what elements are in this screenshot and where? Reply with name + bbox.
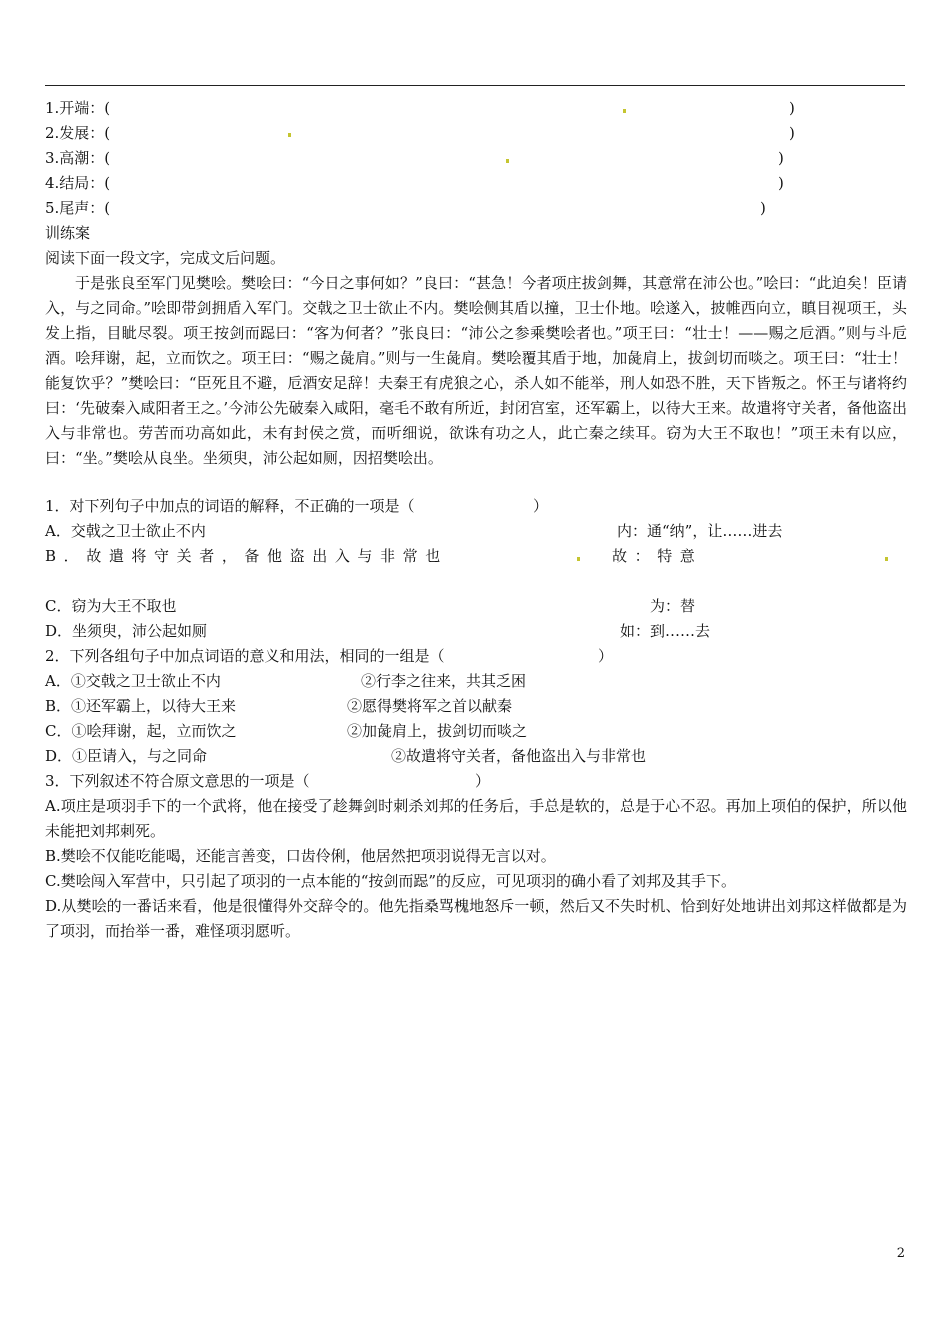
question-3-stem: 3．下列叙述不符合原文意思的一项是（ ） [45, 772, 491, 790]
question-1-option-c: C．窃为大王不取也 [45, 597, 177, 615]
question-2-option-b-second: ②愿得樊将军之首以献秦 [347, 697, 513, 715]
question-1-stem: 1．对下列句子中加点的词语的解释，不正确的一项是（ ） [45, 497, 549, 515]
outline-item-opening: 1.开端：( ) [45, 99, 795, 117]
outline-item-development: 2.发展：( ) [45, 124, 795, 142]
question-1-gloss-c: 为：替 [650, 597, 696, 615]
header-rule [45, 85, 905, 86]
question-3-options [45, 794, 907, 944]
question-2-option-a-second: ②行李之往来，共其乏困 [361, 672, 527, 690]
question-3-option-a: A.项庄是项羽手下的一个武将，他在接受了趁舞剑时刺杀刘邦的任务后，手总是软的，总是于心不忍。再加上项伯的保护，所以他未能把刘邦刺死。 [45, 797, 907, 840]
passage [45, 271, 907, 471]
outline-item-epilogue: 5.尾声：( ) [45, 199, 766, 217]
question-3-option-b: B.樊哙不仅能吃能喝，还能言善变，口齿伶俐，他居然把项羽说得无言以对。 [45, 847, 556, 865]
question-2-option-b: B．①还军霸上，以待大王来 [45, 697, 237, 715]
question-2-option-a: A．①交戟之卫士欲止不内 [45, 672, 221, 690]
question-2-stem: 2．下列各组句子中加点词语的意义和用法，相同的一组是（ ） [45, 647, 614, 665]
stray-mark [885, 557, 888, 561]
question-2-option-c: C．①哙拜谢，起，立而饮之 [45, 722, 237, 740]
section-title: 训练案 [45, 224, 91, 242]
stray-mark [623, 109, 626, 113]
question-3-option-d: D.从樊哙的一番话来看，他是很懂得外交辞令的。他先指桑骂槐地怒斥一顿，然后又不失时机、恰到好处地讲出刘邦这样做都是为了项羽，而抬举一番，难怪项羽愿听。 [45, 897, 907, 940]
stray-mark [288, 133, 291, 137]
page-number: 2 [896, 1246, 905, 1261]
outline-item-ending: 4.结局：( ) [45, 174, 784, 192]
question-3-option-c: C.樊哙闯入军营中，只引起了项羽的一点本能的“按剑而跽”的反应，可见项羽的确小看了刘邦及其手下。 [45, 872, 737, 890]
question-1-gloss-a: 内：通“纳”，让……进去 [617, 522, 783, 540]
question-2-option-d: D．①臣请入，与之同命 [45, 747, 208, 765]
question-2-option-c-second: ②加彘肩上，拔剑切而啖之 [347, 722, 528, 740]
question-1-option-d: D．坐须臾，沛公起如厕 [45, 622, 208, 640]
stray-mark [506, 159, 509, 163]
instruction: 阅读下面一段文字，完成文后问题。 [45, 249, 286, 267]
question-2-option-d-second: ②故遣将守关者，备他盗出入与非常也 [391, 747, 647, 765]
question-1-option-b: B．故遣将守关者，备他盗出入与非常也 [45, 547, 448, 565]
stray-mark [577, 557, 580, 561]
question-1-gloss-d: 如：到……去 [620, 622, 711, 640]
outline-item-climax: 3.高潮：( ) [45, 149, 784, 167]
question-1-option-a: A．交戟之卫士欲止不内 [45, 522, 206, 540]
passage-text: 于是张良至军门见樊哙。樊哙曰：“今日之事何如？”良曰：“甚急！今者项庄拔剑舞，其意常在沛公也。”哙曰：“此迫矣！臣请入，与之同命。”哙即带剑拥盾入军门。交戟之卫士欲止不内。樊哙侧其盾以撞，卫士仆地。哙遂入，披帷西向立，瞋目视项王，头发上指，目眦尽裂。项王按剑而跽曰：“客为何者？”张良曰：“沛公之参乘樊哙者也。”项王曰：“壮士！——赐之卮酒。”则与斗卮酒。哙拜谢，起，立而饮之。项王曰：“赐之彘肩。”则与一生彘肩。樊哙覆其盾于地，加彘肩上，拔剑切而啖之。项王曰：“壮士！能复饮乎？”樊哙曰：“臣死且不避，卮酒安足辞！夫秦王有虎狼之心，杀人如不能举，刑人如恐不胜，天下皆叛之。怀王与诸将约曰：‘先破秦入咸阳者王之。’今沛公先破秦入咸阳，毫毛不敢有所近，封闭宫室，还军霸上，以待大王来。故遣将守关者，备他盗出入与非常也。劳苦而功高如此，未有封侯之赏，而听细说，欲诛有功之人，此亡秦之续耳。窃为大王不取也！”项王未有以应，曰：“坐。”樊哙从良坐。坐须臾，沛公起如厕，因招樊哙出。 [45, 274, 907, 467]
question-1-gloss-b: 故：特意 [612, 547, 703, 565]
